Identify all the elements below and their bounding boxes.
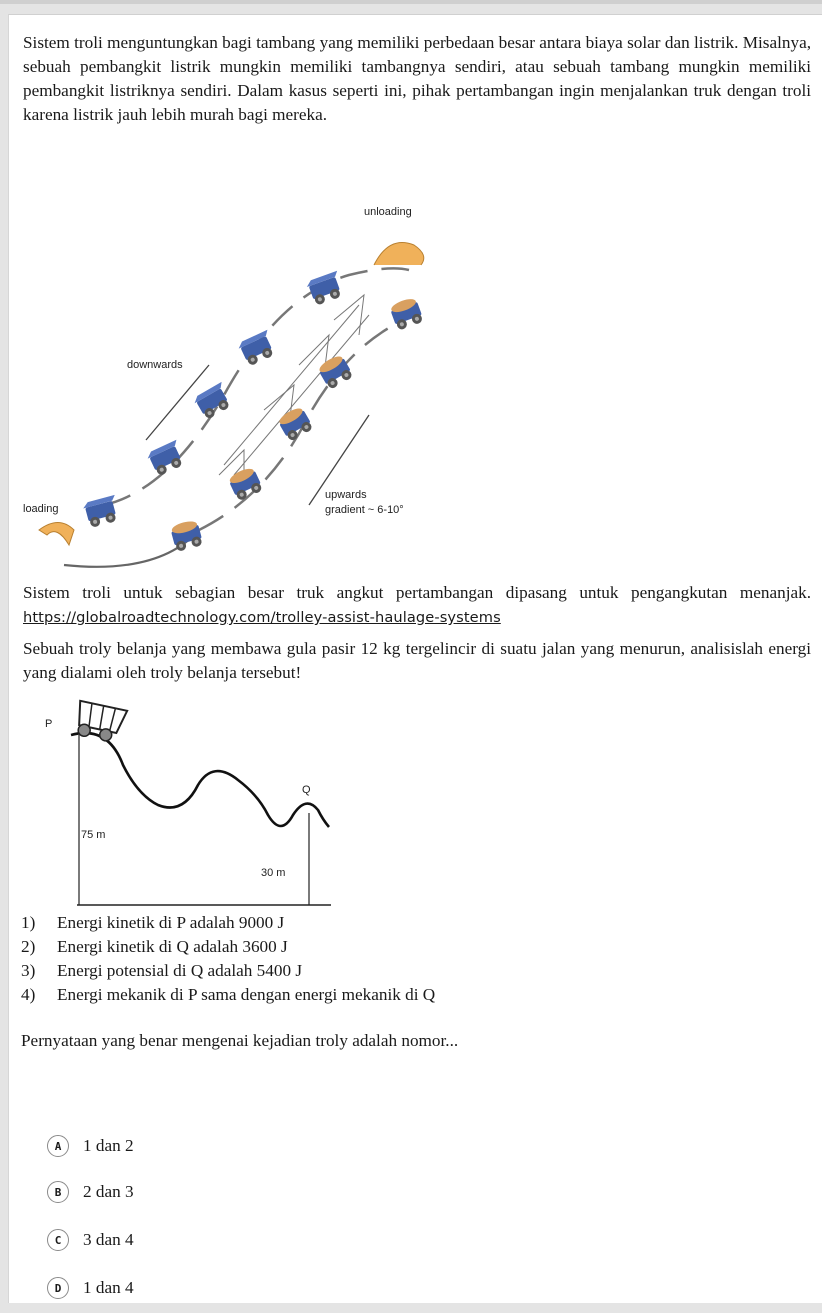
option-d-label: 1 dan 4 (83, 1278, 134, 1297)
question-card (8, 14, 822, 1303)
truck-icon (82, 495, 122, 529)
option-a-bubble[interactable]: A (47, 1135, 69, 1157)
option-c[interactable] (47, 1225, 134, 1255)
option-d[interactable] (47, 1273, 134, 1303)
truck-icon (305, 271, 346, 307)
problem-paragraph: Sebuah troly belanja yang membawa gula pasir 12 kg tergelincir di suatu jalan yang menurun, analisislah energi yang dialami oleh troly belanja tersebut! (23, 639, 811, 682)
loaded-truck-icon (389, 296, 425, 331)
source-link[interactable]: https://globalroadtechnology.com/trolley-assist-haulage-systems (23, 609, 501, 626)
loaded-truck-icon (170, 519, 204, 552)
caption-paragraph (23, 581, 811, 630)
question-text: Pernyataan yang benar mengenai kejadian troly adalah nomor... (21, 1031, 459, 1050)
label-loading: loading (23, 503, 59, 515)
option-a[interactable] (47, 1131, 134, 1161)
loaded-truck-icon (276, 405, 314, 442)
option-b-label: 2 dan 3 (83, 1182, 134, 1201)
top-bar (0, 0, 822, 4)
label-gradient: gradient ~ 6-10° (325, 504, 404, 516)
unloading-arrow-icon (374, 243, 424, 266)
loaded-truck-icon (227, 465, 264, 501)
loading-arrow-icon (39, 523, 74, 546)
label-p: P (45, 718, 53, 730)
label-unloading: unloading (364, 206, 412, 218)
option-c-bubble[interactable]: C (47, 1229, 69, 1251)
label-height-p: 75 m (81, 829, 106, 841)
label-downwards: downwards (127, 359, 183, 371)
statement-item: 1) Energi kinetik di P adalah 9000 J (21, 913, 285, 932)
statement-item: 4) Energi mekanik di P sama dengan energi mekanik di Q (21, 985, 436, 1004)
caption-text: Sistem troli untuk sebagian besar truk angkut pertambangan dipasang untuk pengangkutan menanjak. (23, 583, 811, 602)
option-a-label: 1 dan 2 (83, 1136, 134, 1155)
statement-item: 3) Energi potensial di Q adalah 5400 J (21, 961, 303, 980)
option-c-label: 3 dan 4 (83, 1230, 134, 1249)
roller-track-diagram (23, 695, 353, 915)
label-q: Q (302, 784, 311, 796)
trolley-system-diagram (9, 185, 469, 575)
truck-icon (237, 330, 279, 368)
option-b[interactable] (47, 1177, 134, 1207)
statement-item: 2) Energi kinetik di Q adalah 3600 J (21, 937, 288, 956)
track-curve (71, 733, 329, 827)
option-d-bubble[interactable]: D (47, 1277, 69, 1299)
trolley-frames (219, 295, 369, 485)
loaded-truck-icon (316, 353, 354, 390)
intro-paragraph: Sistem troli menguntungkan bagi tambang yang memiliki perbedaan besar antara biaya solar dan listrik. Misalnya, sebuah pembangkit listrik mungkin memiliki tambangnya sendiri, atau sebuah tambang mungkin memiliki pembangkit listriknya sendiri. Dalam kasus seperti ini, pihak pertambangan ingin menjalankan truk dengan troli karena listrik jauh lebih murah bagi mereka. (23, 33, 811, 124)
option-b-bubble[interactable]: B (47, 1181, 69, 1203)
label-upwards: upwards (325, 489, 367, 501)
label-height-q: 30 m (261, 867, 286, 879)
truck-icon (146, 440, 188, 478)
shopping-cart-icon (73, 701, 127, 744)
statement-list (21, 911, 435, 1007)
